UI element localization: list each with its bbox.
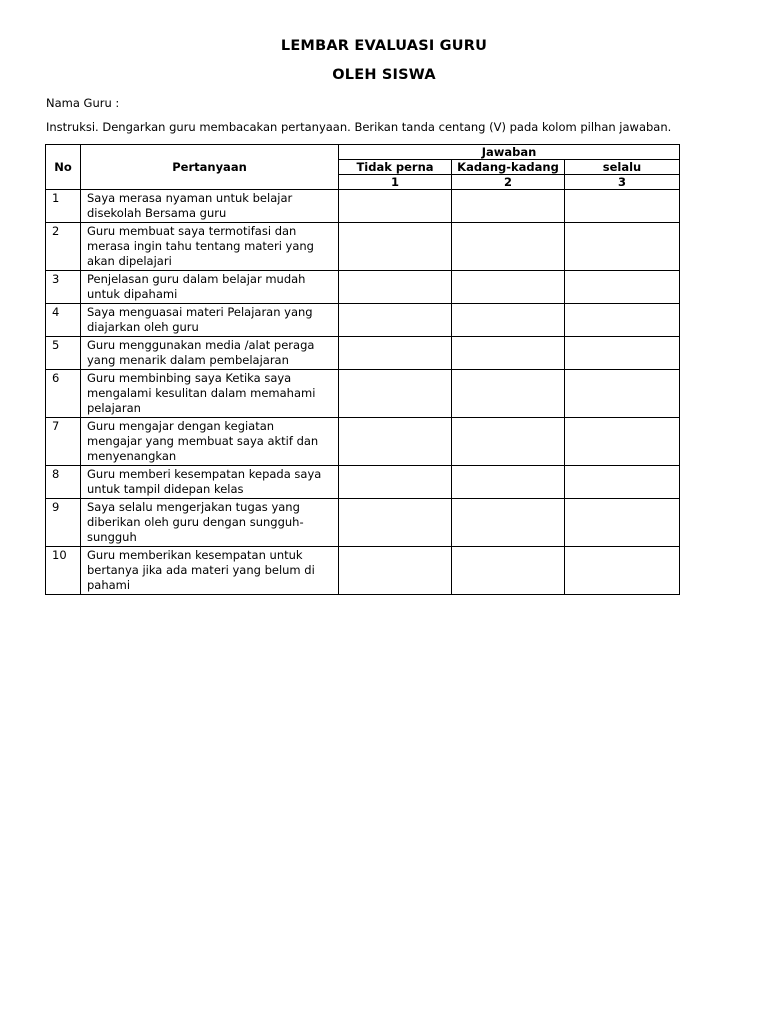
- table-row: [46, 499, 680, 547]
- header-option-score: 2: [452, 175, 565, 190]
- row-question: Guru mengajar dengan kegiatan mengajar yang membuat saya aktif dan menyenangkan: [81, 418, 339, 466]
- table-row: [46, 337, 680, 370]
- row-number: 7: [46, 418, 81, 466]
- table-row: [46, 190, 680, 223]
- answer-cell-selalu[interactable]: [565, 223, 680, 271]
- row-number: 10: [46, 547, 81, 595]
- answer-cell-selalu[interactable]: [565, 190, 680, 223]
- answer-cell-kadang-kadang[interactable]: [452, 271, 565, 304]
- table-row: [46, 418, 680, 466]
- answer-cell-tidak-perna[interactable]: [339, 190, 452, 223]
- row-question: Penjelasan guru dalam belajar mudah untuk dipahami: [81, 271, 339, 304]
- instruction-text: Instruksi. Dengarkan guru membacakan pertanyaan. Berikan tanda centang (V) pada kolom pilhan jawaban.: [46, 120, 672, 134]
- row-question: Guru membinbing saya Ketika saya mengalami kesulitan dalam memahami pelajaran: [81, 370, 339, 418]
- table-row: [46, 370, 680, 418]
- header-question: Pertanyaan: [81, 145, 339, 190]
- answer-cell-selalu[interactable]: [565, 370, 680, 418]
- answer-cell-tidak-perna[interactable]: [339, 466, 452, 499]
- answer-cell-selalu[interactable]: [565, 499, 680, 547]
- header-option-score: 3: [565, 175, 680, 190]
- answer-cell-kadang-kadang[interactable]: [452, 190, 565, 223]
- answer-cell-selalu[interactable]: [565, 271, 680, 304]
- header-no: No: [46, 145, 81, 190]
- row-number: 8: [46, 466, 81, 499]
- answer-cell-selalu[interactable]: [565, 418, 680, 466]
- row-question: Guru memberikan kesempatan untuk bertanya jika ada materi yang belum di pahami: [81, 547, 339, 595]
- row-question: Guru membuat saya termotifasi dan merasa ingin tahu tentang materi yang akan dipelajari: [81, 223, 339, 271]
- row-question: Guru memberi kesempatan kepada saya untuk tampil didepan kelas: [81, 466, 339, 499]
- row-number: 5: [46, 337, 81, 370]
- answer-cell-tidak-perna[interactable]: [339, 547, 452, 595]
- answer-cell-tidak-perna[interactable]: [339, 223, 452, 271]
- table-row: [46, 304, 680, 337]
- answer-cell-selalu[interactable]: [565, 466, 680, 499]
- table-row: [46, 466, 680, 499]
- answer-cell-tidak-perna[interactable]: [339, 418, 452, 466]
- row-question: Saya merasa nyaman untuk belajar disekolah Bersama guru: [81, 190, 339, 223]
- table-row: [46, 271, 680, 304]
- answer-cell-kadang-kadang[interactable]: [452, 466, 565, 499]
- row-question: Saya selalu mengerjakan tugas yang diberikan oleh guru dengan sungguh-sungguh: [81, 499, 339, 547]
- answer-cell-tidak-perna[interactable]: [339, 499, 452, 547]
- document-subtitle: OLEH SISWA: [332, 67, 436, 83]
- answer-cell-kadang-kadang[interactable]: [452, 499, 565, 547]
- answer-cell-kadang-kadang[interactable]: [452, 370, 565, 418]
- row-number: 3: [46, 271, 81, 304]
- header-option-score: 1: [339, 175, 452, 190]
- answer-cell-selalu[interactable]: [565, 337, 680, 370]
- header-option-label: Kadang-kadang: [452, 160, 565, 175]
- table-row: [46, 223, 680, 271]
- answer-cell-tidak-perna[interactable]: [339, 304, 452, 337]
- answer-cell-selalu[interactable]: [565, 547, 680, 595]
- row-number: 2: [46, 223, 81, 271]
- row-question: Guru menggunakan media /alat peraga yang menarik dalam pembelajaran: [81, 337, 339, 370]
- answer-cell-kadang-kadang[interactable]: [452, 304, 565, 337]
- nama-guru-label: Nama Guru :: [46, 96, 120, 110]
- answer-cell-kadang-kadang[interactable]: [452, 547, 565, 595]
- answer-cell-selalu[interactable]: [565, 304, 680, 337]
- row-number: 9: [46, 499, 81, 547]
- row-question: Saya menguasai materi Pelajaran yang diajarkan oleh guru: [81, 304, 339, 337]
- header-answer-group: Jawaban: [339, 145, 680, 160]
- answer-cell-kadang-kadang[interactable]: [452, 223, 565, 271]
- answer-cell-tidak-perna[interactable]: [339, 271, 452, 304]
- document-title: LEMBAR EVALUASI GURU: [280, 38, 488, 54]
- answer-cell-tidak-perna[interactable]: [339, 370, 452, 418]
- answer-cell-tidak-perna[interactable]: [339, 337, 452, 370]
- answer-cell-kadang-kadang[interactable]: [452, 418, 565, 466]
- answer-cell-kadang-kadang[interactable]: [452, 337, 565, 370]
- header-option-label: selalu: [565, 160, 680, 175]
- evaluation-table: [45, 144, 680, 595]
- row-number: 1: [46, 190, 81, 223]
- row-number: 6: [46, 370, 81, 418]
- row-number: 4: [46, 304, 81, 337]
- header-option-label: Tidak perna: [339, 160, 452, 175]
- table-row: [46, 547, 680, 595]
